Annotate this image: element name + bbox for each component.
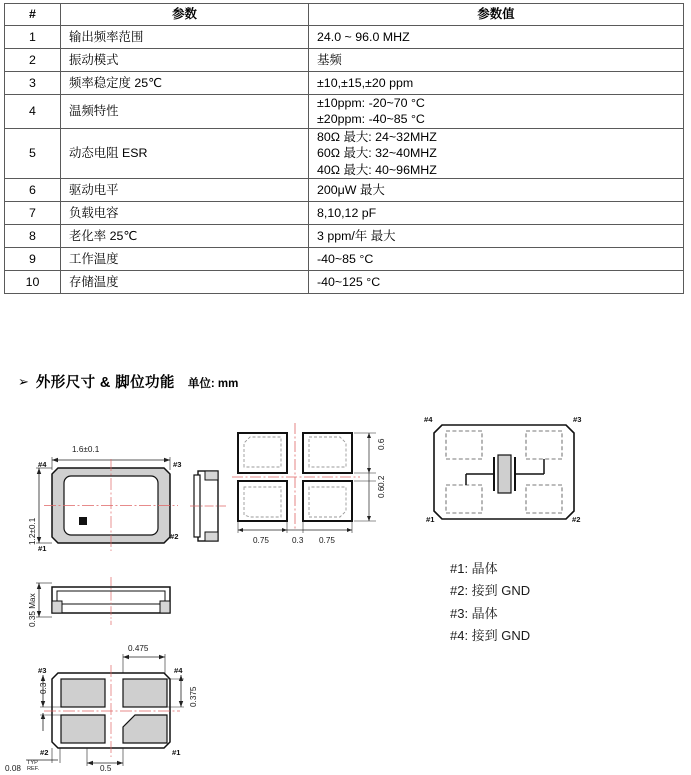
table-row xyxy=(5,72,684,95)
table-body xyxy=(5,26,684,294)
section-unit-label: 单位: mm xyxy=(187,378,239,390)
land-pattern-h-dim-right: 0.75 xyxy=(319,536,335,545)
land-pattern-h-dim-center: 0.3 xyxy=(292,536,304,545)
table-header xyxy=(5,4,684,26)
pin-legend-item: #2: 接到 GND xyxy=(450,583,531,599)
parameter-name-cell: 老化率 25℃ xyxy=(61,224,309,247)
pin-legend-item: #1: 晶体 xyxy=(450,561,498,576)
land-pattern-v-dim-top: 0.6 xyxy=(377,438,386,450)
parameter-value-cell xyxy=(309,95,684,129)
bottom-view-corner-reference-note-ref: REF. xyxy=(27,766,40,772)
bottom-view-edge-dimension: 0.3 xyxy=(39,682,48,694)
section-title: 外形尺寸 & 脚位功能 xyxy=(35,375,175,391)
schematic-pin-4-label: #4 xyxy=(424,415,433,424)
schematic-pin-3-label: #3 xyxy=(573,415,582,424)
bottom-view-pin-3-label: #3 xyxy=(38,666,47,675)
schematic-pin-2-label: #2 xyxy=(572,515,581,524)
parameter-name-cell: 工作温度 xyxy=(61,247,309,270)
parameter-value-line: 40Ω 最大: 40~96MHZ xyxy=(317,162,437,177)
parameter-value-line: ±20ppm: -40~85 °C xyxy=(317,112,425,127)
schematic-pin-1-label: #1 xyxy=(426,515,435,524)
parameter-value-cell: 24.0 ~ 96.0 MHZ xyxy=(309,26,684,49)
row-index-cell: 9 xyxy=(5,247,61,270)
parameter-value-cell: ±10,±15,±20 ppm xyxy=(309,72,684,95)
bottom-view-pad-width-dimension: 0.475 xyxy=(128,644,149,653)
land-pattern-v-dim-center: 0.2 xyxy=(377,475,386,487)
column-header-parameter: 参数 xyxy=(61,4,309,26)
bottom-view-corner-reference-note-typ: TYP xyxy=(27,760,38,766)
parameter-name-cell: 振动模式 xyxy=(61,49,309,72)
parameter-name-cell: 负载电容 xyxy=(61,201,309,224)
pin-legend-item: #3: 晶体 xyxy=(450,605,498,621)
parameter-value-cell: -40~125 °C xyxy=(309,270,684,293)
top-view-width-dimension: 1.6±0.1 xyxy=(72,445,100,454)
bottom-view-corner-reference-value: 0.08 xyxy=(5,764,21,773)
pin-function-legend xyxy=(450,558,530,647)
bottom-view-pin-2-label: #2 xyxy=(40,748,49,757)
row-index-cell: 6 xyxy=(5,178,61,201)
bottom-view-gap-dimension: 0.5 xyxy=(100,764,112,773)
parameter-value-cell: 200μW 最大 xyxy=(309,178,684,201)
row-index-cell: 3 xyxy=(5,72,61,95)
table-row xyxy=(5,95,684,129)
bottom-view-pad-height-dimension: 0.375 xyxy=(189,686,198,707)
parameter-value-cell: 3 ppm/年 最大 xyxy=(309,224,684,247)
row-index-cell: 4 xyxy=(5,95,61,129)
column-header-index: # xyxy=(5,4,61,26)
table-row xyxy=(5,178,684,201)
arrow-bullet-icon: ➢ xyxy=(18,374,29,389)
row-index-cell: 1 xyxy=(5,26,61,49)
mechanical-drawings xyxy=(0,395,691,773)
row-index-cell: 8 xyxy=(5,224,61,247)
pin-legend-item: #4: 接到 GND xyxy=(450,628,531,644)
table-header-row xyxy=(5,4,684,26)
parameter-value-cell: 基频 xyxy=(309,49,684,72)
bottom-view-pin-4-label: #4 xyxy=(174,666,183,675)
top-view-pin-1-label: #1 xyxy=(38,544,47,553)
parameter-name-cell: 温频特性 xyxy=(61,95,309,129)
table-row xyxy=(5,224,684,247)
table-row xyxy=(5,247,684,270)
parameter-value-line: 80Ω 最大: 24~32MHZ xyxy=(317,129,437,144)
parameter-value-cell: -40~85 °C xyxy=(309,247,684,270)
land-pattern-v-dim-bottom: 0.6 xyxy=(377,486,386,498)
top-view-pin-4-label: #4 xyxy=(38,460,47,469)
land-pattern-drawing xyxy=(228,415,388,535)
table-row xyxy=(5,128,684,178)
internal-schematic-drawing xyxy=(424,411,594,531)
bottom-view-pin-1-label: #1 xyxy=(172,748,181,757)
parameter-name-cell: 输出频率范围 xyxy=(61,26,309,49)
parameter-value-cell: 8,10,12 pF xyxy=(309,201,684,224)
parameter-value-line: ±10ppm: -20~70 °C xyxy=(317,96,425,110)
row-index-cell: 2 xyxy=(5,49,61,72)
specification-table xyxy=(4,3,684,294)
row-index-cell: 5 xyxy=(5,128,61,178)
front-side-view-drawing xyxy=(18,571,198,629)
parameter-value-line: 60Ω 最大: 32~40MHZ xyxy=(317,146,437,161)
top-view-pin-3-label: #3 xyxy=(173,460,182,469)
dimensions-section-heading xyxy=(18,371,238,392)
parameter-name-cell: 存储温度 xyxy=(61,270,309,293)
parameter-name-cell: 动态电阻 ESR xyxy=(61,128,309,178)
table-row xyxy=(5,201,684,224)
table-row xyxy=(5,270,684,293)
row-index-cell: 7 xyxy=(5,201,61,224)
parameter-name-cell: 频率稳定度 25℃ xyxy=(61,72,309,95)
parameter-value-cell xyxy=(309,128,684,178)
column-header-value: 参数值 xyxy=(309,4,684,26)
table-row xyxy=(5,26,684,49)
parameter-name-cell: 驱动电平 xyxy=(61,178,309,201)
top-view-height-dimension: 1.2±0.1 xyxy=(28,517,37,545)
land-pattern-h-dim-left: 0.75 xyxy=(253,536,269,545)
side-view-thickness-dimension: 0.35 Max xyxy=(28,593,37,627)
top-view-pin-2-label: #2 xyxy=(170,532,179,541)
right-side-view-drawing xyxy=(182,465,230,547)
table-row xyxy=(5,49,684,72)
row-index-cell: 10 xyxy=(5,270,61,293)
